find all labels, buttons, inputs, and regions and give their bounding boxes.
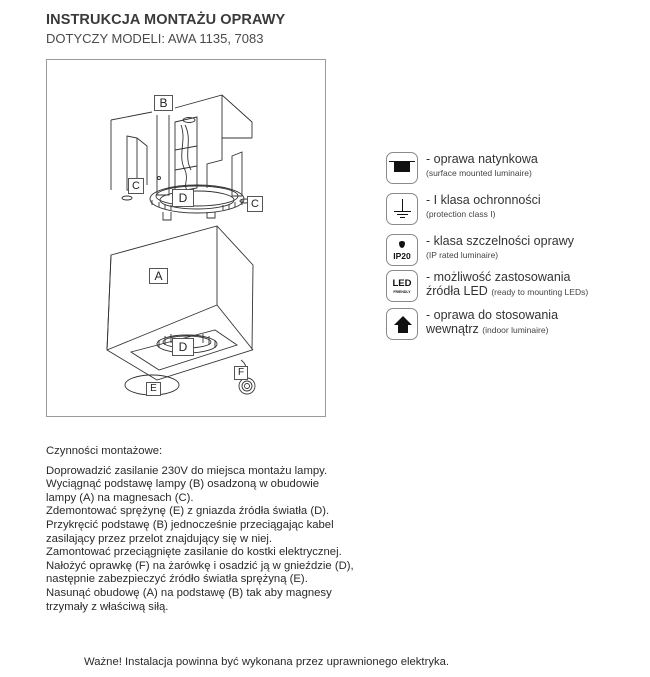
document-title: INSTRUKCJA MONTAŻU OPRAWY: [46, 12, 286, 28]
legend-label: - oprawa natynkowa: [426, 152, 538, 166]
water-drop-icon: [399, 241, 405, 248]
ip20-icon: IP20: [386, 234, 418, 266]
legend-item-surface-mounted: [386, 152, 636, 186]
instruction-line: lampy (A) na magnesach (C).: [46, 491, 194, 504]
legend-label: - możliwość zastosowania: [426, 270, 571, 284]
label-holder: F: [234, 366, 248, 380]
legend-label: - oprawa do stosowania: [426, 308, 559, 322]
instruction-line: Nasunąć obudowę (A) na podstawę (B) tak aby magnesy: [46, 586, 332, 599]
instruction-line: trzymały z właściwą siłą.: [46, 600, 169, 613]
label-socket-top: D: [172, 189, 194, 207]
legend-label: - I klasa ochronności: [426, 193, 541, 207]
legend-label-line2: źródła LED: [426, 284, 488, 298]
instruction-line: Zdemontować sprężynę (E) z gniazda źródła światła (D).: [46, 505, 330, 518]
housing-drawing: [107, 226, 253, 380]
legend-item-ip-rating: [386, 234, 636, 268]
assembly-diagram: [46, 59, 326, 417]
legend-sublabel: (surface mounted luminaire): [426, 168, 532, 178]
legend-label: - klasa szczelności oprawy: [426, 234, 574, 248]
surface-mounted-icon: [386, 152, 418, 184]
led-friendly-icon: LED FRIENDLY: [386, 270, 418, 302]
legend-sublabel: (protection class I): [426, 209, 496, 219]
assembly-drawing: [47, 60, 327, 418]
instructions-heading: Czynności montażowe:: [46, 445, 163, 457]
legend-sublabel: (indoor luminaire): [482, 325, 549, 335]
instruction-line: Wyciągnąć podstawę lampy (B) osadzoną w obudowie: [46, 478, 320, 491]
instruction-line: zasilający przez przelot znajdujący się w niej.: [46, 532, 273, 545]
safety-note: Ważne! Instalacja powinna być wykonana przez uprawnionego elektryka.: [84, 656, 450, 668]
instruction-line: następnie zabezpieczyć źródło światła sprężyną (E).: [46, 573, 308, 586]
legend-label-line2: wewnątrz: [426, 322, 479, 336]
label-magnet-right: C: [247, 196, 263, 212]
legend-item-led: [386, 270, 636, 304]
legend-sublabel: (IP rated luminaire): [426, 250, 499, 260]
instruction-line: Doprowadzić zasilanie 230V do miejsca montażu lampy.: [46, 464, 328, 477]
indoor-house-icon: [386, 308, 418, 340]
ground-protection-icon: [386, 193, 418, 225]
label-base: B: [154, 95, 173, 111]
legend-item-indoor: [386, 308, 636, 342]
assembly-instructions: [46, 445, 354, 614]
legend-item-protection-class: [386, 193, 636, 227]
label-housing: A: [149, 268, 168, 284]
label-socket-bottom: D: [172, 338, 194, 356]
instruction-line: Zamontować przeciągnięte zasilanie do kostki elektrycznej.: [46, 546, 342, 559]
legend-sublabel: (ready to mounting LEDs): [491, 287, 589, 297]
label-spring: E: [146, 382, 161, 396]
socket-ring-top-drawing: [150, 185, 244, 220]
label-magnet-left: C: [128, 178, 144, 194]
instruction-line: Przykręcić podstawę (B) jednocześnie przeciągając kabel: [46, 518, 334, 531]
instruction-line: Nałożyć oprawkę (F) na żarówkę i osadzić ją w gnieździe (D),: [46, 559, 354, 572]
document-subtitle: DOTYCZY MODELI: AWA 1135, 7083: [46, 31, 264, 46]
